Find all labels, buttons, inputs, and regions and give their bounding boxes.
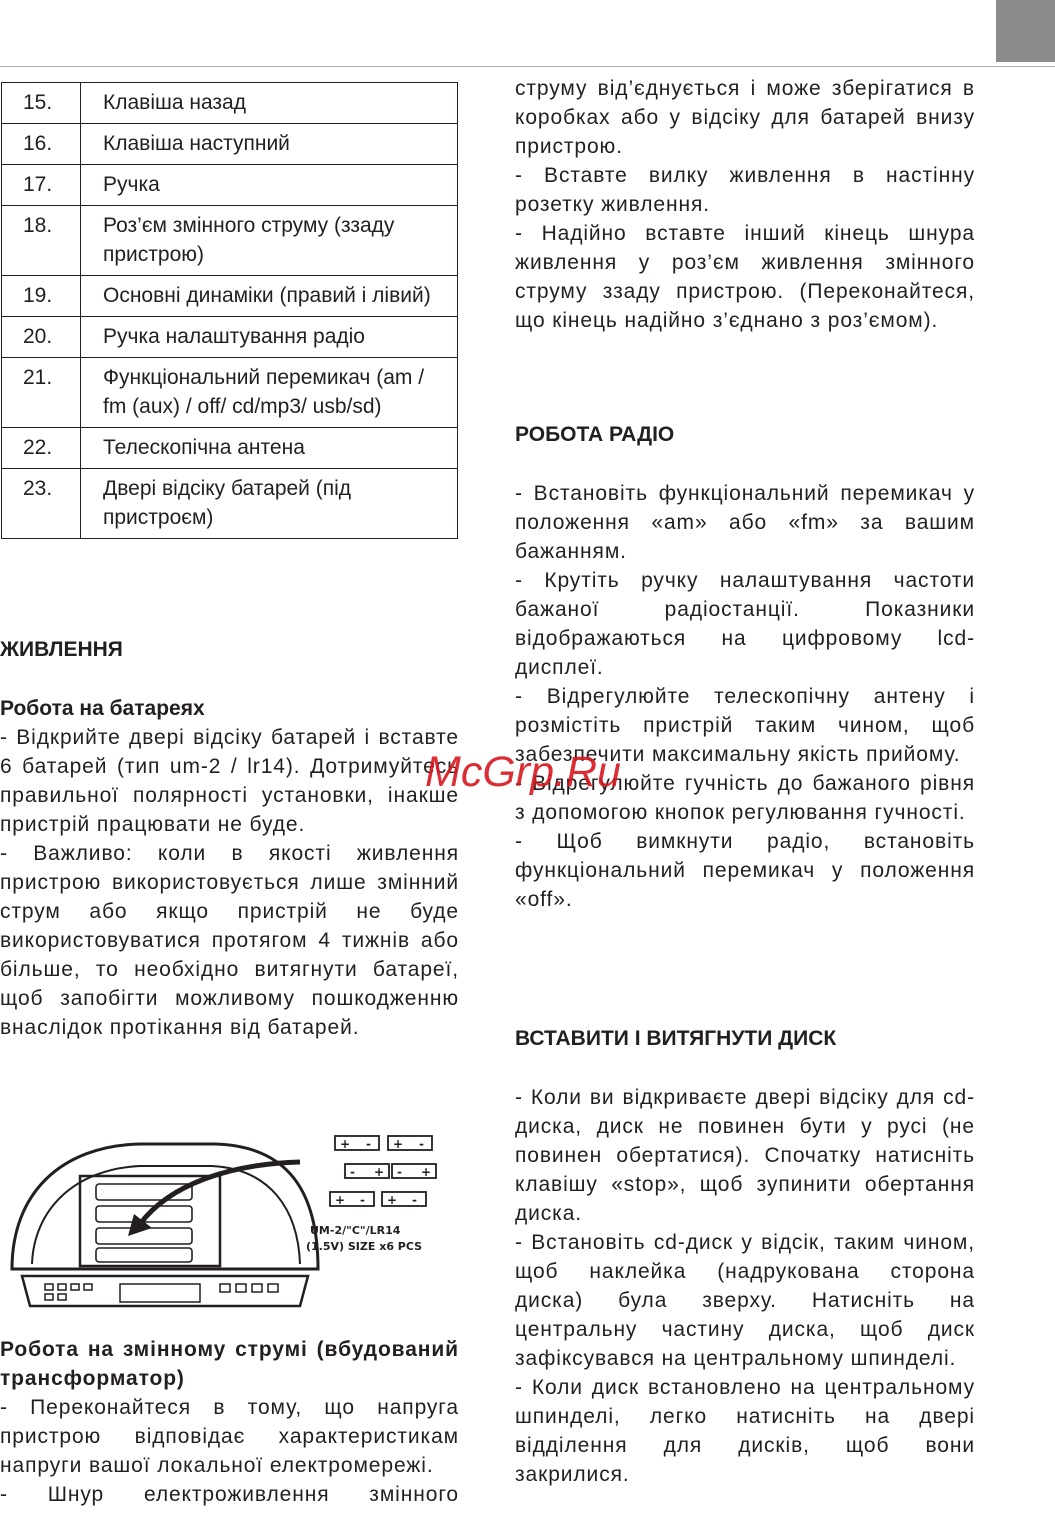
battery-installation-figure [0, 1124, 459, 1314]
radio-paragraph-4: - Відрегулюйте гучність до бажаного рівня з допомогою кнопок регулювання гучності. [515, 772, 975, 824]
parts-table [1, 82, 458, 539]
page-corner-tab [996, 0, 1055, 62]
svg-text:-: - [412, 1193, 417, 1207]
parts-table-row [2, 206, 458, 276]
part-number: 21. [2, 358, 81, 428]
parts-table-row [2, 83, 458, 124]
part-number: 17. [2, 165, 81, 206]
svg-text:-: - [366, 1137, 371, 1151]
part-number: 23. [2, 469, 81, 539]
part-label: Клавіша наступний [81, 124, 458, 165]
part-number: 15. [2, 83, 81, 124]
part-label: Клавіша назад [81, 83, 458, 124]
ac-paragraph-2-start: - Шнур електроживлення змінного [0, 1483, 459, 1506]
parts-table-row [2, 358, 458, 428]
parts-table-row [2, 124, 458, 165]
part-number: 22. [2, 428, 81, 469]
svg-text:+: + [374, 1165, 385, 1179]
ac-paragraph-3: - Вставте вилку живлення в настінну розетку живлення. [515, 164, 975, 216]
ac-paragraph-4: - Надійно вставте інший кінець шнура живлення у роз’єм живлення змінного струму ззаду пристрою. (Переконайтеся, що кінець надійно з’єднано з роз’ємом). [515, 222, 975, 332]
part-number: 19. [2, 276, 81, 317]
svg-text:-: - [350, 1165, 355, 1179]
part-number: 20. [2, 317, 81, 358]
battery-paragraph-2: - Важливо: коли в якості живлення пристрою використовується лише змінний струм або якщо пристрій не буде використовуватися протягом 4 тижнів або більше, то необхідно витягнути батареї, щоб запобігти можливому пошкодженню внаслідок протікання від батарей. [0, 842, 459, 1039]
radio-section [515, 479, 975, 914]
part-label: Ручка налаштування радіо [81, 317, 458, 358]
disc-heading: ВСТАВИТИ І ВИТЯГНУТИ ДИСК [515, 1027, 837, 1050]
part-label: Роз’єм змінного струму (ззаду пристрою) [81, 206, 458, 276]
parts-table-row [2, 317, 458, 358]
svg-text:+: + [335, 1193, 346, 1207]
parts-table-row [2, 469, 458, 539]
parts-table-row [2, 276, 458, 317]
radio-paragraph-3: - Відрегулюйте телескопічну антену і розмістіть пристрій таким чином, щоб забезпечити максимальну якість прийому. [515, 685, 975, 766]
parts-table-row [2, 428, 458, 469]
battery-section [0, 694, 459, 1042]
svg-text:-: - [360, 1193, 365, 1207]
header-rule [0, 66, 1055, 67]
part-label: Телескопічна антена [81, 428, 458, 469]
svg-text:+: + [387, 1193, 398, 1207]
radio-paragraph-2: - Крутіть ручку налаштування частоти бажаної радіостанції. Показники відображаються на цифровому lcd-дисплеї. [515, 569, 975, 679]
ac-paragraph-1: - Переконайтеся в тому, що напруга пристрою відповідає характеристикам напруги вашої локальної електромережі. [0, 1396, 459, 1477]
svg-text:-: - [419, 1137, 424, 1151]
part-number: 16. [2, 124, 81, 165]
battery-spec-line-1: UM-2/"C"/LR14 [310, 1224, 401, 1237]
battery-subheading: Робота на батареях [0, 697, 205, 720]
part-label: Ручка [81, 165, 458, 206]
part-number: 18. [2, 206, 81, 276]
radio-paragraph-1: - Встановіть функціональний перемикач у положення «am» або «fm» за вашим бажанням. [515, 482, 975, 563]
part-label: Двері відсіку батарей (під пристроєм) [81, 469, 458, 539]
ac-paragraph-2-cont: струму від’єднується і може зберігатися в коробках або у відсіку для батарей внизу пристрою. [515, 77, 975, 158]
ac-subheading: Робота на змінному струмі (вбудований трансформатор) [0, 1338, 459, 1390]
power-heading: ЖИВЛЕННЯ [0, 638, 123, 661]
battery-spec-line-2: (1.5V) SIZE x6 PCS [306, 1240, 423, 1253]
part-label: Основні динаміки (правий і лівий) [81, 276, 458, 317]
disc-paragraph-2: - Встановіть cd-диск у відсік, таким чином, щоб наклейка (надрукована сторона диска) була зверху. Натисніть на центральну частину диска, щоб диск зафіксувався на центральному шпинделі. [515, 1231, 975, 1370]
parts-table-row [2, 165, 458, 206]
radio-paragraph-5: - Щоб вимкнути радіо, встановіть функціональний перемикач у положення «off». [515, 830, 975, 911]
svg-text:+: + [393, 1137, 404, 1151]
part-label: Функціональний перемикач (am / fm (aux) / off/ cd/mp3/ usb/sd) [81, 358, 458, 428]
radio-heading: РОБОТА РАДІО [515, 423, 675, 446]
battery-paragraph-1: - Відкрийте двері відсіку батарей і вставте 6 батарей (тип um-2 / lr14). Дотримуйтесь правильної полярності установки, інакше пристрій працювати не буде. [0, 726, 459, 836]
svg-text:-: - [397, 1165, 402, 1179]
svg-text:+: + [340, 1137, 351, 1151]
disc-paragraph-1: - Коли ви відкриваєте двері відсіку для cd-диска, диск не повинен бути у русі (не повинен обертатися). Спочатку натисніть клавішу «stop», щоб зупинити обертання диска. [515, 1086, 975, 1225]
battery-diagram [0, 1124, 459, 1314]
disc-section [515, 1083, 975, 1489]
svg-text:+: + [421, 1165, 432, 1179]
disc-paragraph-3: - Коли диск встановлено на центральному шпинделі, легко натисніть на двері відділення для дисків, щоб вони закрилися. [515, 1376, 975, 1486]
ac-section-continued [515, 74, 975, 335]
ac-section [0, 1335, 459, 1509]
watermark-logo: McGrp.Ru [425, 748, 621, 796]
